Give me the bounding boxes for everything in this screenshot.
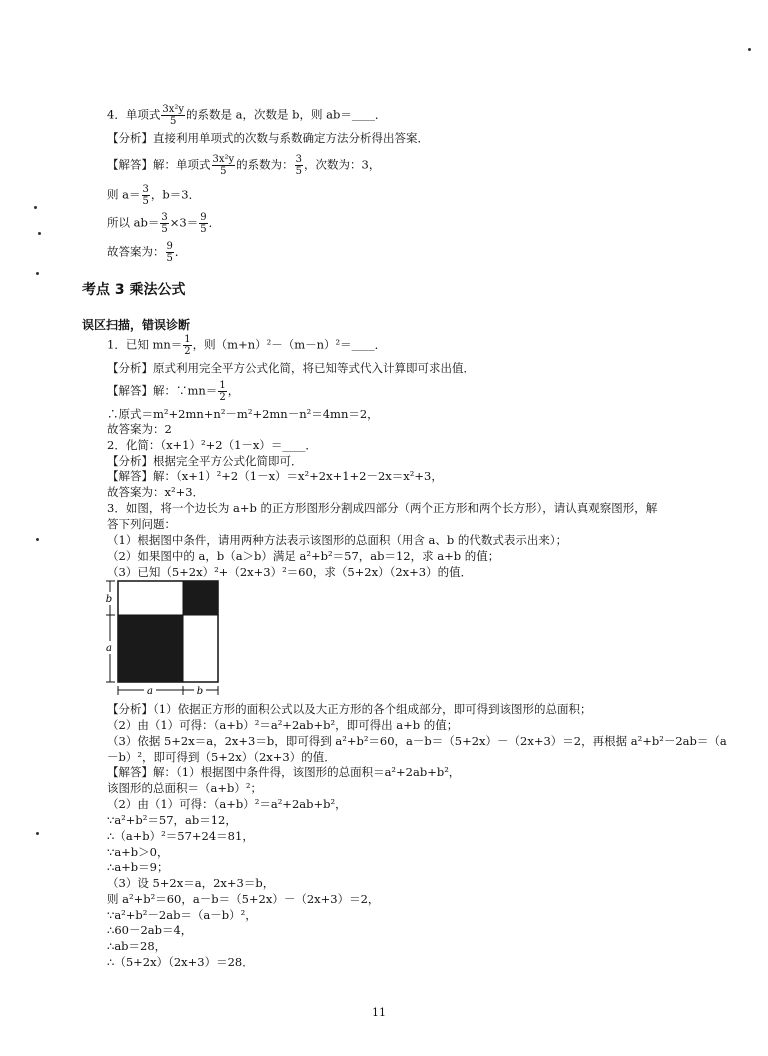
- q1-fraction: [218, 380, 226, 403]
- fraction-denominator: 5: [220, 166, 227, 177]
- q4-fraction: [161, 104, 185, 127]
- q2-analysis: 【分析】根据完全平方公式化简即可．: [107, 454, 303, 468]
- q3-solution-8: （3）设 5+2x＝a，2x+3＝b，: [107, 876, 275, 890]
- q4-fraction: [142, 184, 150, 207]
- label-a-bottom: a: [147, 686, 153, 697]
- fraction-denominator: 2: [219, 392, 226, 403]
- q3-solution-1: 【解答】解：（1）根据图中条件得，该图形的总面积＝a²+2ab+b²，: [107, 765, 461, 779]
- q4-analysis: 【分析】直接利用单项式的次数与系数确定方法分析得出答案．: [107, 131, 429, 145]
- q1-fraction: [183, 334, 191, 357]
- q4-answer-text: 的系数为：: [236, 157, 294, 172]
- scan-speck: [748, 48, 751, 51]
- subsection-title: 误区扫描，错误诊断: [82, 318, 191, 332]
- small-square-b: [183, 581, 218, 615]
- q4-fraction: [199, 212, 207, 235]
- q1-calculation: ∴原式＝m²+2mn+n²－m²+2mn－n²＝4mn＝2，: [107, 407, 379, 421]
- fraction-numerator: 3: [295, 154, 303, 165]
- q3-solution-5: ∴（a+b）²＝57+24＝81，: [107, 829, 254, 843]
- q3-part3: （3）已知（5+2x）²+（2x+3）²＝60，求（5+2x）（2x+3）的值．: [107, 565, 473, 579]
- fraction-denominator: 5: [169, 116, 177, 127]
- fraction-numerator: 3x²y: [162, 104, 184, 115]
- q4-fraction: [212, 154, 236, 177]
- fraction-denominator: 2: [184, 346, 191, 357]
- scan-speck: [38, 232, 41, 235]
- scan-speck: [34, 206, 37, 209]
- q4-step1: [107, 184, 200, 207]
- q1-answer-text: 【解答】解：∵mn＝: [107, 383, 218, 398]
- q3-stem: 3．如图，将一个边长为 a+b 的正方形图形分割成四部分（两个正方形和两个长方形），请认真观察图形，解: [107, 501, 658, 515]
- fraction-numerator: 3x²y: [212, 154, 235, 165]
- q1-analysis: 【分析】原式利用完全平方公式化简，将已知等式代入计算即可求出值．: [107, 361, 475, 375]
- q4-answer-text: 【解答】解：单项式: [107, 157, 211, 172]
- q1-stem: [107, 334, 386, 357]
- q1-final: 故答案为：2: [107, 422, 172, 436]
- fraction-denominator: 5: [161, 224, 168, 235]
- fraction-numerator: 3: [161, 212, 168, 223]
- q4-step2: [107, 212, 220, 235]
- fraction-numerator: 9: [200, 212, 207, 223]
- q4-fraction: [160, 212, 168, 235]
- q2-answer: 【解答】解：（x+1）²+2（1－x）＝x²+2x+1+2－2x＝x²+3，: [107, 469, 443, 483]
- q2-final: 故答案为：x²+3．: [107, 485, 205, 499]
- q4-final-text: ．: [174, 244, 187, 259]
- q4-step-text: ．: [208, 215, 221, 230]
- fraction-denominator: 5: [295, 166, 303, 177]
- q4-fraction: [295, 154, 303, 177]
- q1-stem-text: 1．已知 mn＝: [107, 337, 183, 352]
- fraction-denominator: 5: [142, 196, 149, 207]
- q3-solution-7: ∴a+b＝9；: [107, 860, 169, 874]
- q1-answer-text: ，: [227, 383, 240, 398]
- scan-speck: [36, 538, 39, 541]
- label-b-bottom: b: [196, 686, 204, 697]
- q3-solution-12: ∴ab＝28，: [107, 939, 167, 953]
- q3-stem-cont: 答下列问题：: [107, 517, 176, 531]
- scan-speck: [36, 272, 39, 275]
- q4-final-text: 故答案为：: [107, 244, 165, 259]
- fraction-numerator: 9: [166, 241, 173, 252]
- q3-analysis-1: 【分析】（1）依据正方形的面积公式以及大正方形的各个组成部分，即可得到该图形的总面积；: [107, 702, 592, 716]
- q4-stem-text: 4．单项式: [107, 107, 161, 122]
- q3-solution-3: （2）由（1）可得：（a+b）²＝a²+2ab+b²，: [107, 797, 347, 811]
- q3-analysis-3: （3）依据 5+2x＝a，2x+3＝b，即可得到 a²+b²＝60，a－b＝（5+2x）－（2x+3）＝2，再根据 a²+b²－2ab＝（a: [107, 734, 727, 748]
- q3-analysis-2: （2）由（1）可得：（a+b）²＝a²+2ab+b²，即可得出 a+b 的值；: [107, 718, 459, 732]
- q3-part1: （1）根据图中条件，请用两种方法表示该图形的总面积（用含 a、b 的代数式表示出来）；: [107, 533, 568, 547]
- q4-step-text: ×3＝: [169, 215, 199, 230]
- fraction-denominator: 5: [166, 253, 173, 264]
- q2-stem: 2．化简：（x+1）²+2（1－x）＝____．: [107, 438, 317, 452]
- q4-step-text: 则 a＝: [107, 187, 141, 202]
- fraction-denominator: 5: [200, 224, 207, 235]
- fraction-numerator: 3: [142, 184, 149, 195]
- label-a-left: a: [106, 643, 112, 654]
- q3-analysis-4: －b）²，即可得到（5+2x）（2x+3）的值．: [107, 750, 336, 764]
- section-title: 考点 3 乘法公式: [82, 282, 186, 298]
- q4-final: [107, 241, 186, 264]
- q4-step-text: 所以 ab＝: [107, 215, 160, 230]
- q1-stem-text: ，则（m+n）²－（m－n）²＝____．: [192, 337, 387, 352]
- square-figure: [103, 578, 225, 698]
- q3-solution-4: ∵a²+b²＝57，ab＝12，: [107, 813, 237, 827]
- label-b-left: b: [105, 594, 113, 605]
- fraction-numerator: 1: [219, 380, 226, 391]
- q4-answer: [107, 154, 380, 177]
- q4-stem: [107, 104, 386, 127]
- scan-speck: [36, 832, 39, 835]
- q4-fraction: [166, 241, 174, 264]
- q3-solution-6: ∵a+b＞0，: [107, 845, 169, 859]
- q3-solution-9: 则 a²+b²＝60，a－b＝（5+2x）－（2x+3）＝2，: [107, 892, 380, 906]
- q3-solution-2: 该图形的总面积＝（a+b）²；: [107, 781, 262, 795]
- fraction-numerator: 1: [184, 334, 191, 345]
- q4-stem-text: 的系数是 a，次数是 b，则 ab＝____．: [186, 107, 387, 122]
- q1-answer: [107, 380, 239, 403]
- q3-part2: （2）如果图中的 a，b（a＞b）满足 a²+b²＝57，ab＝12，求 a+b 的值；: [107, 549, 500, 563]
- q3-solution-10: ∵a²+b²－2ab＝（a－b）²，: [107, 908, 257, 922]
- q4-step-text: ，b＝3．: [150, 187, 201, 202]
- q3-solution-13: ∴（5+2x）（2x+3）＝28．: [107, 955, 254, 969]
- page-number: 11: [372, 1006, 386, 1019]
- q4-answer-text: ，次数为：3，: [304, 157, 381, 172]
- q3-solution-11: ∴60－2ab＝4，: [107, 923, 193, 937]
- large-square-a: [118, 615, 183, 682]
